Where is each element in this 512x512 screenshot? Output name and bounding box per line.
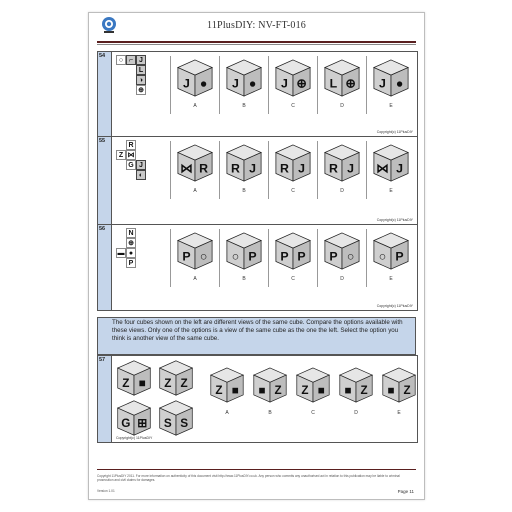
reference-cube-drawing (157, 399, 195, 437)
answer-option-c[interactable] (268, 56, 317, 114)
option-cube (338, 366, 374, 404)
net-face-symbol: G (128, 162, 134, 169)
option-cube (295, 366, 331, 404)
net-face-symbol: ⊕ (138, 87, 144, 94)
net-face-symbol: J (139, 162, 143, 169)
cube-face-symbol: J (249, 161, 256, 176)
cube-face-symbol: ● (199, 76, 208, 91)
option-label: D (340, 188, 344, 194)
cube-face-symbol: Z (215, 384, 223, 397)
option-cube (372, 58, 410, 98)
net-face-symbol: R (128, 142, 134, 149)
cube-net (116, 55, 160, 107)
cube-face-symbol: J (347, 161, 354, 176)
option-label: C (291, 188, 295, 194)
cube-face-symbol: ● (395, 76, 404, 91)
answer-option-d[interactable] (317, 56, 366, 114)
cube-face-symbol: P (395, 249, 404, 264)
option-cube (225, 231, 263, 271)
question-number: 54 (98, 52, 112, 136)
option-label: E (389, 103, 393, 109)
option-cube (176, 58, 214, 98)
net-face (126, 238, 136, 248)
option-cube (274, 231, 312, 271)
cube-face-symbol: ⋈ (180, 161, 193, 176)
option-cube (323, 58, 361, 98)
option-label: B (242, 103, 246, 109)
copyright-text: Copyright(c) 11PlusDIY (116, 436, 153, 440)
option-cube (176, 143, 214, 183)
cube-face-symbol: R (230, 161, 240, 176)
option-cube (209, 366, 245, 404)
option-label: C (311, 410, 315, 416)
cube-face-symbol: S (180, 417, 189, 431)
answer-option-b[interactable] (249, 366, 291, 424)
cube-face-symbol: J (379, 76, 386, 91)
cube-face-symbol: P (248, 249, 257, 264)
copyright-text: Copyright(c) 11PlusDIY (376, 218, 413, 222)
question-number: 55 (98, 137, 112, 224)
reference-cube-views (115, 359, 201, 439)
cube-face-symbol: R (328, 161, 338, 176)
option-label: A (225, 410, 229, 416)
net-face (116, 150, 126, 160)
net-face (136, 170, 146, 180)
cube-face-symbol: ○ (378, 249, 387, 264)
option-cube (225, 143, 263, 183)
reference-cube-drawing (157, 359, 195, 397)
option-label: E (389, 276, 393, 282)
net-face (116, 55, 126, 65)
title-rule (97, 41, 416, 43)
question-55 (97, 136, 418, 225)
answer-option-c[interactable] (268, 229, 317, 287)
answer-option-e[interactable] (366, 56, 415, 114)
instructions-text: The four cubes shown on the left are different views of the same cube. Compare the options available with these views. Only one of the options is a view of the same cube as the one the left. Select the option you think is another view of the same cube. (97, 317, 416, 355)
option-label: A (193, 276, 197, 282)
cube-face-symbol: ⋈ (376, 161, 389, 176)
option-label: D (354, 410, 358, 416)
option-label: D (340, 103, 344, 109)
answer-option-a[interactable] (206, 366, 248, 424)
cube-face-symbol: P (329, 249, 338, 264)
answer-option-c[interactable] (292, 366, 334, 424)
option-label: B (242, 188, 246, 194)
cube-face-symbol: ■ (344, 384, 352, 397)
page-number: Page 11 (397, 489, 414, 494)
copyright-text: Copyright(c) 11PlusDIY (376, 130, 413, 134)
cube-face-symbol: ⊕ (296, 76, 307, 91)
option-cube (274, 58, 312, 98)
net-face-symbol: J (139, 57, 143, 64)
option-cube (225, 58, 263, 98)
option-label: B (268, 410, 272, 416)
cube-face-symbol: ⊞ (137, 417, 148, 431)
cube-face-symbol: R (199, 161, 209, 176)
option-cube (323, 143, 361, 183)
cube-face-symbol: ■ (231, 384, 239, 397)
option-label: B (242, 276, 246, 282)
option-cube (323, 231, 361, 271)
question-56 (97, 224, 418, 311)
version-label: Version 1.01 (97, 489, 115, 493)
cube-face-symbol: P (297, 249, 306, 264)
cube-face-symbol: G (121, 417, 131, 431)
net-face-symbol: N (128, 230, 134, 237)
option-label: A (193, 188, 197, 194)
cube-face-symbol: ⊕ (345, 76, 356, 91)
cube-net (116, 228, 160, 280)
net-face (126, 258, 136, 268)
cube-face-symbol: J (298, 161, 305, 176)
net-face (136, 65, 146, 75)
reference-cube-drawing (115, 359, 153, 397)
net-face-symbol: ▬ (117, 250, 125, 257)
answer-option-c[interactable] (268, 141, 317, 199)
copyright-text: Copyright(c) 11PlusDIY (376, 304, 413, 308)
net-face-symbol: ⌐ (128, 57, 134, 64)
answer-option-e[interactable] (366, 229, 415, 287)
net-face-symbol: ⋈ (127, 152, 135, 159)
title-rule-secondary (97, 44, 416, 45)
reference-cube (115, 359, 153, 397)
net-face (136, 55, 146, 65)
option-label: E (397, 410, 401, 416)
answer-option-a[interactable] (170, 141, 219, 199)
answer-option-b[interactable] (219, 141, 268, 199)
option-cube (372, 143, 410, 183)
reference-cube (115, 399, 153, 437)
net-face (126, 160, 136, 170)
cube-face-symbol: ■ (138, 377, 146, 391)
net-face (136, 160, 146, 170)
net-face (126, 248, 136, 258)
option-cube (274, 143, 312, 183)
net-face-symbol: ◐ (138, 172, 144, 179)
cube-face-symbol: ■ (317, 384, 325, 397)
cube-face-symbol: L (329, 76, 338, 91)
net-face (126, 140, 136, 150)
cube-face-symbol: J (396, 161, 403, 176)
net-face (126, 228, 136, 238)
net-face-symbol: ◑ (138, 77, 144, 84)
cube-face-symbol: Z (274, 384, 282, 397)
answer-option-b[interactable] (219, 56, 268, 114)
answer-option-a[interactable] (170, 229, 219, 287)
cube-face-symbol: ○ (199, 249, 208, 264)
worksheet-page (88, 12, 425, 500)
reference-cube (157, 359, 195, 397)
question-number: 57 (98, 356, 112, 442)
cube-face-symbol: Z (301, 384, 309, 397)
cube-face-symbol: P (182, 249, 191, 264)
net-face (126, 150, 136, 160)
answer-option-d[interactable] (317, 229, 366, 287)
answer-option-a[interactable] (170, 56, 219, 114)
answer-option-e[interactable] (366, 141, 415, 199)
answer-option-d[interactable] (335, 366, 377, 424)
cube-face-symbol: ■ (258, 384, 266, 397)
option-label: A (193, 103, 197, 109)
question-54 (97, 51, 418, 137)
cube-face-symbol: J (232, 76, 239, 91)
option-cube (252, 366, 288, 404)
cube-face-symbol: Z (360, 384, 368, 397)
cube-face-symbol: ● (248, 76, 257, 91)
footer-rule (97, 469, 416, 470)
question-57 (97, 355, 418, 443)
cube-face-symbol: ○ (346, 249, 355, 264)
net-face-symbol: ⊕ (128, 240, 134, 247)
answer-option-e[interactable] (378, 366, 420, 424)
cube-face-symbol: P (280, 249, 289, 264)
option-cube (176, 231, 214, 271)
cube-face-symbol: Z (164, 377, 172, 391)
option-cube (381, 366, 417, 404)
answer-option-d[interactable] (317, 141, 366, 199)
net-face-symbol: L (138, 67, 144, 74)
cube-face-symbol: Z (403, 384, 411, 397)
option-cube (372, 231, 410, 271)
net-face-symbol: Z (118, 152, 124, 159)
reference-cube (157, 399, 195, 437)
cube-face-symbol: S (163, 417, 172, 431)
option-label: E (389, 188, 393, 194)
net-face-symbol: ● (128, 250, 134, 257)
net-face (136, 85, 146, 95)
answer-option-b[interactable] (219, 229, 268, 287)
net-face (126, 55, 136, 65)
document-title: 11PlusDIY: NV-FT-016 (207, 20, 306, 31)
reference-cube-drawing (115, 399, 153, 437)
cube-face-symbol: Z (180, 377, 188, 391)
net-face (136, 75, 146, 85)
option-label: C (291, 103, 295, 109)
footer-copyright: Copyright 11PlusDIY 2011. For more information on authenticity of this document visit http://www.11PlusDIY.co.uk. Any person who commits any unauthorised act in relation to this publication may be liable to criminal prosecution and civil claims for damages. (97, 474, 400, 482)
cube-face-symbol: ○ (231, 249, 240, 264)
net-face-symbol: P (128, 260, 134, 267)
option-label: C (291, 276, 295, 282)
cube-face-symbol: J (183, 76, 190, 91)
cube-net (116, 140, 160, 192)
cube-face-symbol: ■ (387, 384, 395, 397)
cube-face-symbol: Z (122, 377, 130, 391)
net-face-symbol: ○ (118, 57, 124, 64)
question-number: 56 (98, 225, 112, 310)
cube-face-symbol: J (281, 76, 288, 91)
net-face (116, 248, 126, 258)
option-label: D (340, 276, 344, 282)
cube-face-symbol: R (279, 161, 289, 176)
